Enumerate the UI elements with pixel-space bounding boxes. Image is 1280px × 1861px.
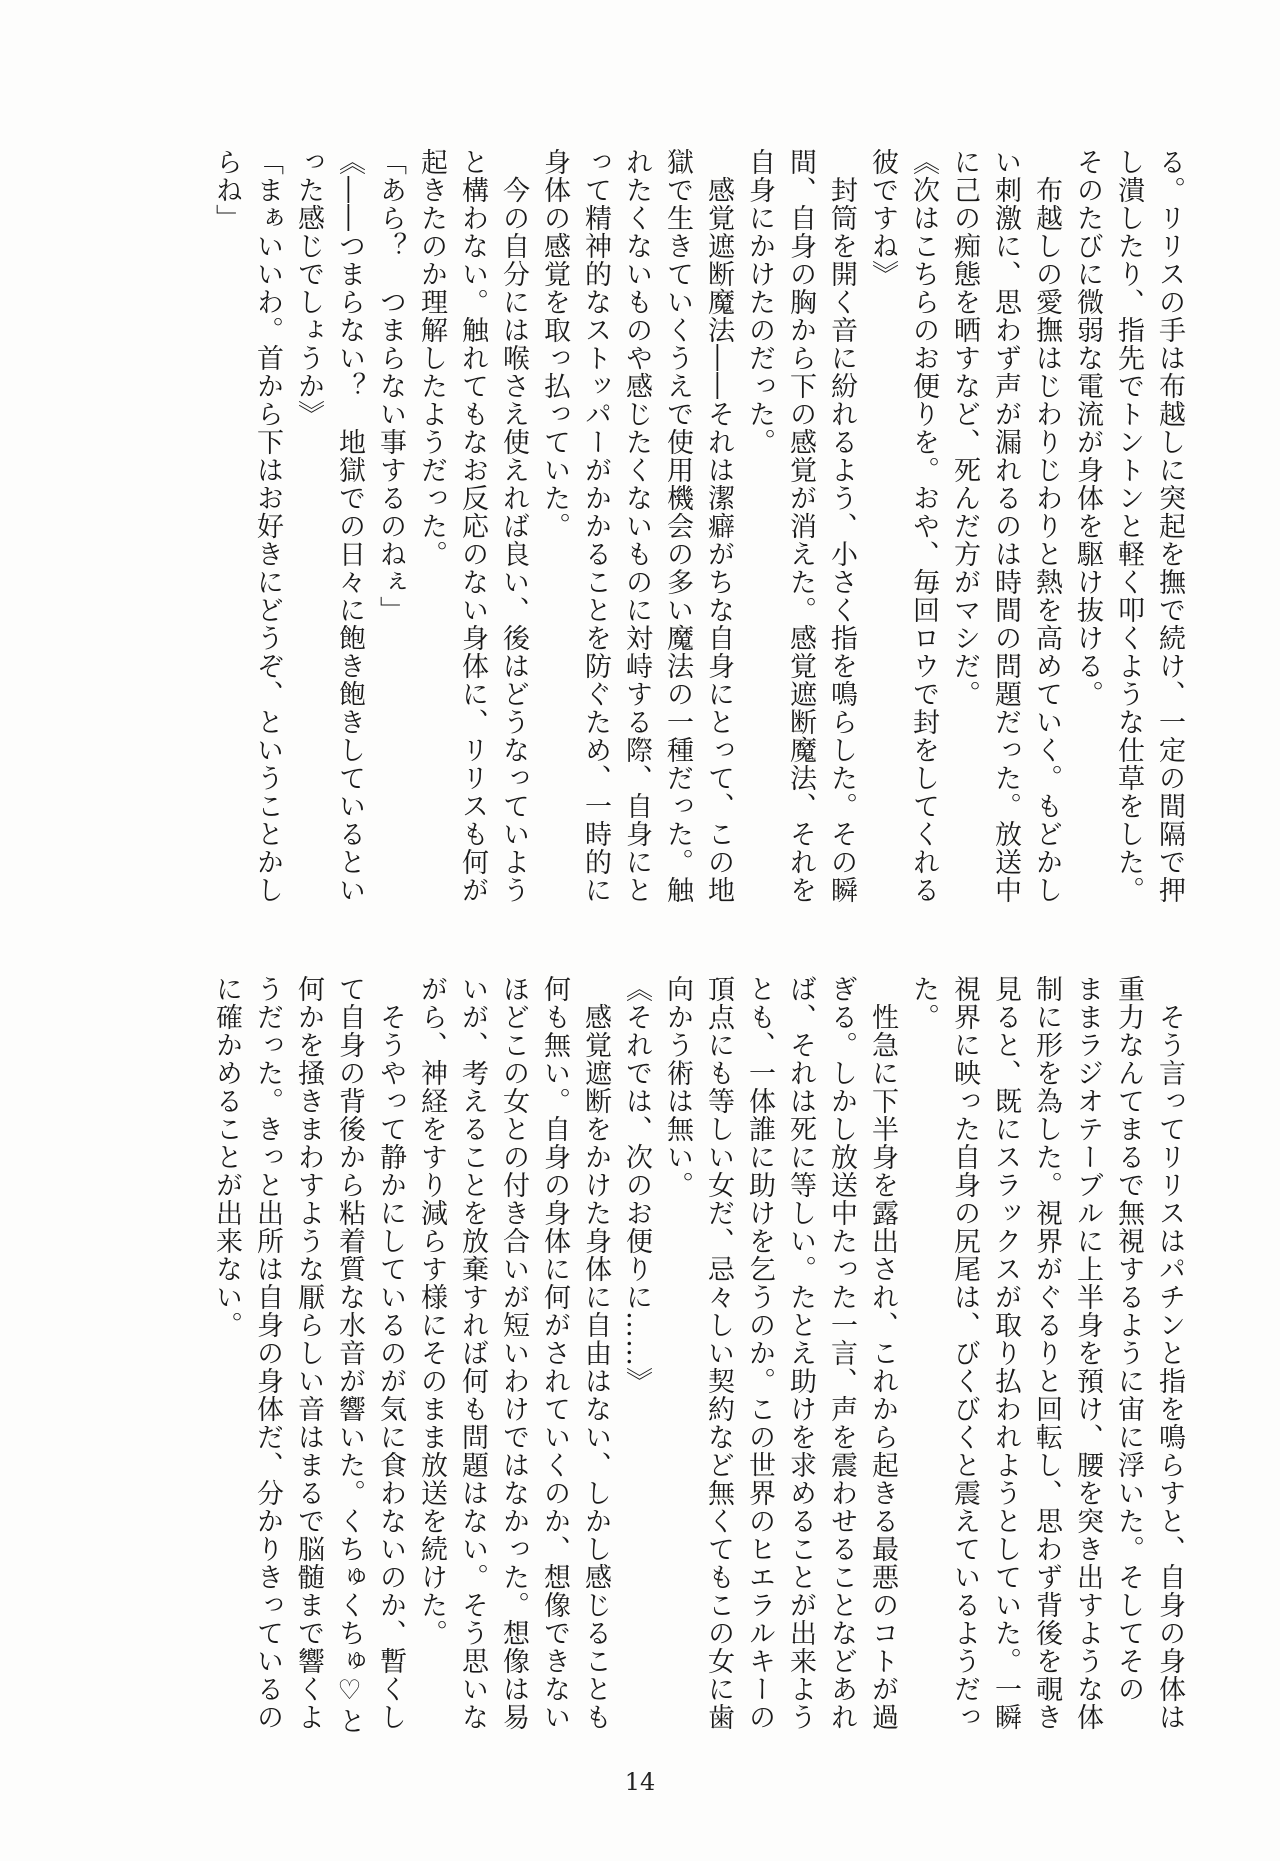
text-column: ほどこの女との付き合いが短いわけではなかった。想像は易 — [498, 975, 529, 1731]
text-column: 今の自分には喉さえ使えれば良い、後はどうなっていよう — [498, 148, 529, 904]
text-column: 起きたのか理解したようだった。 — [416, 148, 447, 568]
text-column: 頂点にも等しい女だ、忌々しい契約など無くてもこの女に歯 — [703, 975, 734, 1731]
text-column: て自身の背後から粘着質な水音が響いた。くちゅくちゅ♡と — [334, 975, 365, 1735]
text-column: れたくないものや感じたくないものに対峙する際、自身にと — [621, 148, 652, 904]
text-column: い刺激に、思わず声が漏れるのは時間の問題だった。放送中 — [990, 148, 1021, 904]
text-column: うだった。きっと出所は自身の身体だ、分かりきっているの — [252, 975, 283, 1731]
text-column: 彼ですね》 — [867, 148, 898, 288]
text-column: 《――つまらない？ 地獄での日々に飽き飽きしているとい — [334, 148, 365, 904]
text-column: 重力なんてまるで無視するように宙に浮いた。そしてその — [1113, 975, 1144, 1703]
lower-text-block — [211, 975, 1190, 1750]
text-column: ままラジオテーブルに上半身を預け、腰を突き出すような体 — [1072, 975, 1103, 1731]
text-column: 《次はこちらのお便りを。おや、毎回ロウで封をしてくれる — [908, 148, 939, 904]
text-column: る。リリスの手は布越しに突起を撫で続け、一定の間隔で押 — [1154, 148, 1185, 904]
text-column: 布越しの愛撫はじわりじわりと熱を高めていく。もどかし — [1031, 148, 1062, 904]
text-column: 《それでは、次のお便りに……》 — [621, 975, 652, 1395]
text-column: 「あら？ つまらない事するのねぇ」 — [375, 148, 406, 624]
text-column: 何も無い。自身の身体に何がされていくのか、想像できない — [539, 975, 570, 1731]
text-column: そのたびに微弱な電流が身体を駆け抜ける。 — [1072, 148, 1103, 708]
text-column: とも、一体誰に助けを乞うのか。この世界のヒエラルキーの — [744, 975, 775, 1731]
text-column: 制に形を為した。視界がぐるりと回転し、思わず背後を覗き — [1031, 975, 1062, 1731]
text-column: 向かう術は無い。 — [662, 975, 693, 1199]
text-column: らね」 — [211, 148, 242, 232]
text-column: た。 — [908, 975, 939, 1031]
text-column: 視界に映った自身の尻尾は、びくびくと震えているようだっ — [949, 975, 980, 1731]
text-column: し潰したり、指先でトントンと軽く叩くような仕草をした。 — [1113, 148, 1144, 904]
text-column: に確かめることが出来ない。 — [211, 975, 242, 1339]
text-column: に己の痴態を晒すなど、死んだ方がマシだ。 — [949, 148, 980, 708]
text-column: 性急に下半身を露出され、これから起きる最悪のコトが過 — [867, 975, 898, 1731]
text-column: 間、自身の胸から下の感覚が消えた。感覚遮断魔法、それを — [785, 148, 816, 904]
text-column: 獄で生きていくうえで使用機会の多い魔法の一種だった。触 — [662, 148, 693, 904]
text-column: 自身にかけたのだった。 — [744, 148, 775, 456]
text-column: 身体の感覚を取っ払っていた。 — [539, 148, 570, 540]
text-column: そう言ってリリスはパチンと指を鳴らすと、自身の身体は — [1154, 975, 1185, 1731]
text-column: って精神的なストッパーがかかることを防ぐため、一時的に — [580, 148, 611, 904]
text-column: と構わない。触れてもなお反応のない身体に、リリスも何が — [457, 148, 488, 904]
text-column: 封筒を開く音に紛れるよう、小さく指を鳴らした。その瞬 — [826, 148, 857, 904]
upper-text-block — [190, 148, 1190, 923]
text-column: いが、考えることを放棄すれば何も問題はない。そう思いな — [457, 975, 488, 1731]
text-column: 何かを掻きまわすような厭らしい音はまるで脳髄まで響くよ — [293, 975, 324, 1731]
text-column: がら、神経をすり減らす様にそのまま放送を続けた。 — [416, 975, 447, 1647]
text-column: そうやって静かにしているのが気に食わないのか、暫くし — [375, 975, 406, 1731]
text-column: ば、それは死に等しい。たとえ助けを求めることが出来よう — [785, 975, 816, 1731]
page-number: 14 — [624, 1768, 656, 1796]
text-column: 感覚遮断をかけた身体に自由はない、しかし感じることも — [580, 975, 611, 1731]
text-column: 見ると、既にスラックスが取り払われようとしていた。一瞬 — [990, 975, 1021, 1731]
text-column: 「まぁいいわ。首から下はお好きにどうぞ、ということかし — [252, 148, 283, 904]
text-column: ぎる。しかし放送中たった一言、声を震わせることなどあれ — [826, 975, 857, 1731]
text-column: った感じでしょうか》 — [293, 148, 324, 428]
text-column: 感覚遮断魔法――それは潔癖がちな自身にとって、この地 — [703, 148, 734, 904]
